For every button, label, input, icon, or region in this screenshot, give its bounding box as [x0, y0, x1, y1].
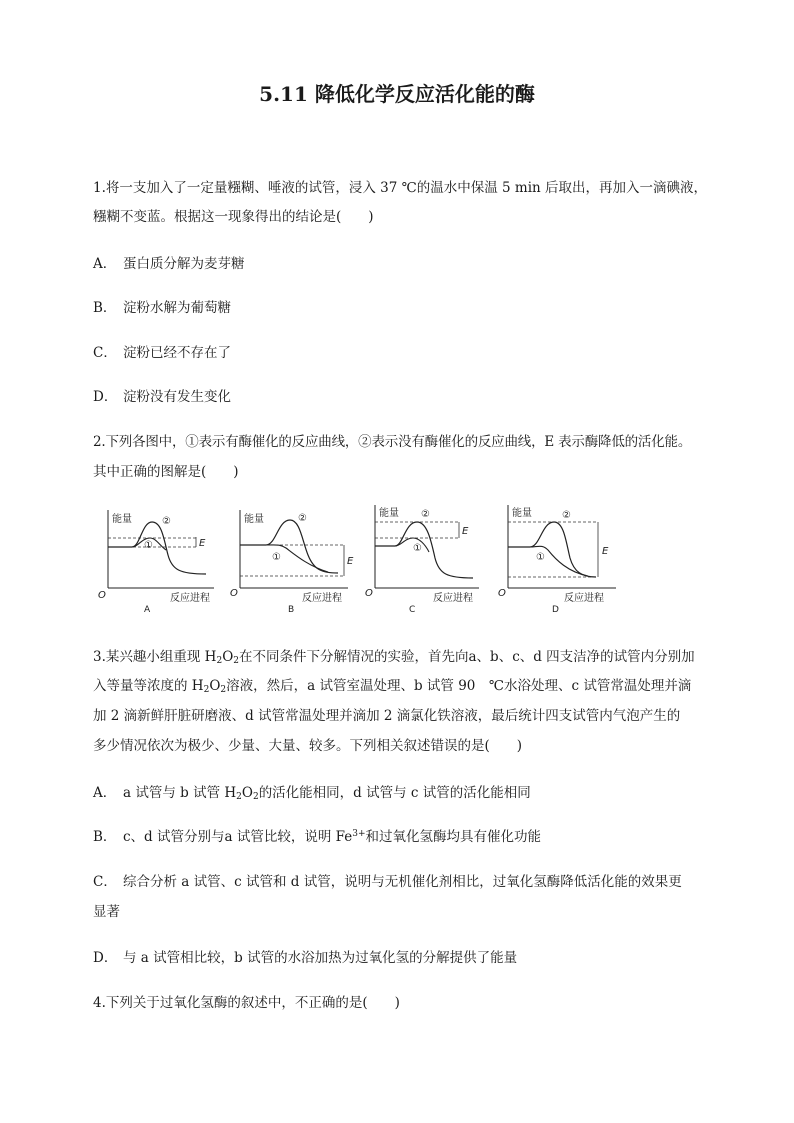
option-letter: B．: [93, 829, 117, 845]
curve-1-label: ①: [144, 540, 153, 551]
y-axis-label: 能量: [379, 508, 399, 519]
q1-option-c[interactable]: [93, 343, 231, 363]
q2-stem-line1: 2.下列各图中，①表示有酶催化的反应曲线，②表示没有酶催化的反应曲线，E 表示酶降低的活化能。: [93, 434, 692, 450]
graph-b[interactable]: [228, 500, 358, 619]
page-title: 5.11 降低化学反应活化能的酶: [259, 82, 535, 106]
option-letter: C．: [93, 874, 117, 890]
e-label: E: [602, 546, 609, 557]
x-axis-label: 反应进程: [302, 593, 342, 604]
curve-1-label: ①: [272, 552, 281, 563]
option-letter: D．: [93, 950, 118, 966]
graph-label: A: [144, 605, 151, 615]
origin-label: O: [498, 588, 506, 599]
option-letter: D．: [93, 389, 118, 405]
option-letter: C．: [93, 345, 117, 361]
q1-option-d[interactable]: [93, 387, 231, 407]
q3-option-c-cont: 显著: [93, 904, 120, 920]
e-label: E: [199, 538, 206, 549]
x-axis-label: 反应进程: [170, 593, 210, 604]
graph-label: D: [552, 605, 559, 615]
option-text: 淀粉水解为葡萄糖: [123, 300, 231, 316]
e-label: E: [347, 556, 354, 567]
curve-2-label: ②: [162, 516, 171, 527]
option-text: 综合分析 a 试管、c 试管和 d 试管，说明与无机催化剂相比，过氧化氢酶降低活化能的效果更: [123, 874, 682, 890]
origin-label: O: [365, 588, 373, 599]
x-axis-label: 反应进程: [564, 593, 604, 604]
option-text: 淀粉没有发生变化: [123, 389, 231, 405]
graph-label: C: [409, 605, 416, 615]
q3-stem-line2: 入等量等浓度的 $H_2O_2$溶液，然后，a 试管室温处理、b 试管 90 ℃水浴处理、c 试管常温处理并滴: [93, 678, 692, 695]
q1-stem-line1: 1.将一支加入了一定量糨糊、唾液的试管，浸入 37 ℃的温水中保温 5 min 后取出，再加入一滴碘液，: [93, 180, 708, 196]
q3-stem-line3: 加 2 滴新鲜肝脏研磨液、d 试管常温处理并滴加 2 滴氯化铁溶液，最后统计四支试管内气泡产生的: [93, 708, 681, 724]
option-letter: A．: [93, 785, 117, 801]
graph-label: B: [288, 605, 295, 615]
curve-1-label: ①: [536, 552, 545, 563]
curve-2-label: ②: [562, 510, 571, 521]
q4-stem-line1: 4.下列关于过氧化氢酶的叙述中，不正确的是( ): [93, 995, 400, 1011]
graph-c[interactable]: [363, 500, 488, 619]
q3-stem-line1: 3.某兴趣小组重现 $H_2O_2$在不同条件下分解情况的实验，首先向a、b、c、d 四支洁净的试管内分别加: [93, 649, 695, 666]
q3-option-b[interactable]: B． c、d 试管分别与a 试管比较，说明 $Fe^{3+}$和过氧化氢酶均具有催化功能: [93, 829, 542, 845]
q3-option-c[interactable]: [93, 872, 682, 892]
graph-d[interactable]: [496, 500, 626, 619]
option-text: 蛋白质分解为麦芽糖: [123, 256, 245, 272]
q3-stem-line4: 多少情况依次为极少、少量、大量、较多。下列相关叙述错误的是( ): [93, 738, 523, 754]
q1-option-a[interactable]: [93, 254, 245, 274]
curve-1-label: ①: [413, 543, 422, 554]
q1-stem-line2: 糨糊不变蓝。根据这一现象得出的结论是( ): [93, 209, 374, 225]
e-label: E: [462, 526, 469, 537]
x-axis-label: 反应进程: [433, 593, 473, 604]
origin-label: O: [98, 590, 106, 601]
q3-option-d[interactable]: [93, 948, 517, 968]
y-axis-label: 能量: [512, 508, 532, 519]
option-letter: B．: [93, 300, 117, 316]
origin-label: O: [230, 588, 238, 599]
curve-2-label: ②: [298, 513, 307, 524]
q1-option-b[interactable]: [93, 298, 231, 318]
option-text: 淀粉已经不存在了: [123, 345, 231, 361]
y-axis-label: 能量: [112, 514, 132, 525]
graph-a[interactable]: [96, 500, 221, 619]
q2-stem-line2: 其中正确的图解是( ): [93, 464, 239, 480]
y-axis-label: 能量: [244, 514, 264, 525]
q3-option-a[interactable]: A． a 试管与 b 试管 $H_2O_2$的活化能相同，d 试管与 c 试管的活化能相同: [93, 785, 531, 802]
curve-2-label: ②: [421, 509, 430, 520]
option-letter: A．: [93, 256, 117, 272]
option-text: 与 a 试管相比较，b 试管的水浴加热为过氧化氢的分解提供了能量: [123, 950, 518, 966]
